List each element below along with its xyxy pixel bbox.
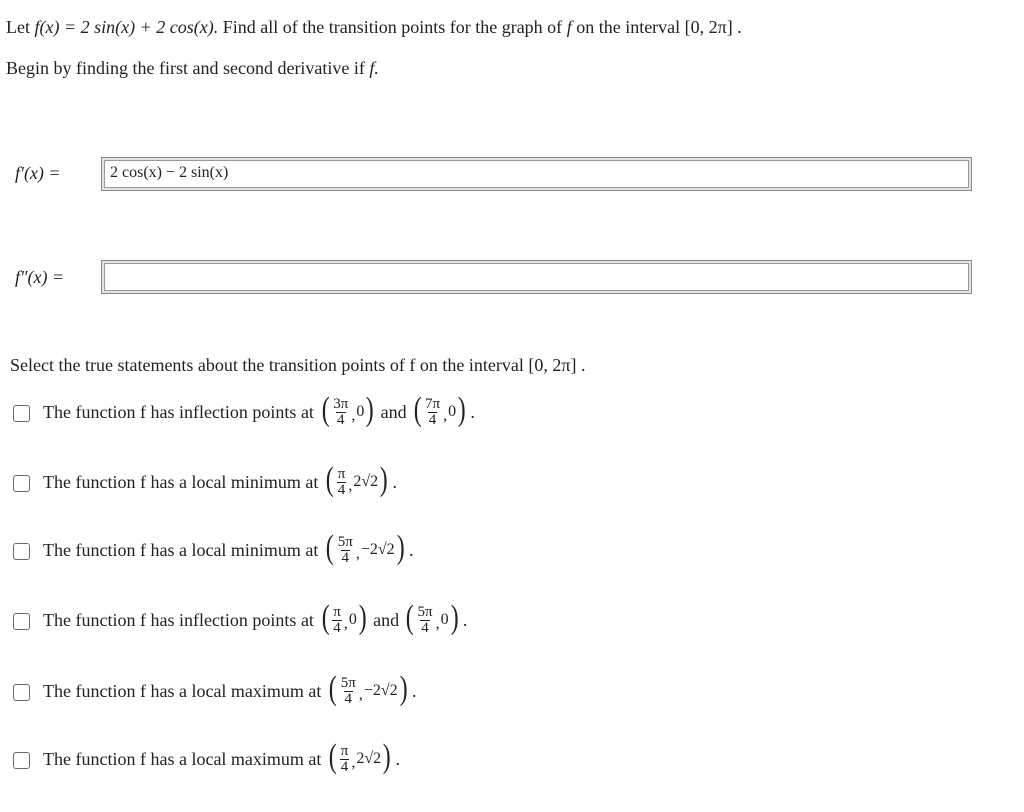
left-paren: ( — [329, 738, 338, 775]
fraction-denominator: 4 — [344, 690, 353, 707]
left-paren: ( — [321, 391, 330, 428]
x-fraction — [332, 605, 342, 636]
y-coordinate: −2√2 — [363, 682, 398, 699]
x-fraction — [417, 605, 434, 636]
option-checkbox[interactable] — [13, 475, 30, 492]
right-paren: ) — [379, 461, 388, 498]
y-coordinate: 2√2 — [356, 750, 382, 767]
fraction-denominator: 4 — [333, 619, 341, 636]
comma: , — [355, 545, 360, 562]
option-checkbox[interactable] — [13, 752, 30, 769]
coordinate-point — [327, 738, 392, 776]
first-derivative-label: f′(x) = — [15, 163, 61, 183]
function-symbol: f — [566, 17, 572, 37]
option-statement — [43, 670, 417, 708]
comma: , — [358, 686, 363, 703]
question-text — [6, 17, 742, 38]
option-text: The function f has inflection points at — [43, 609, 314, 630]
fraction-denominator: 4 — [337, 481, 346, 498]
select-prompt: Select the true statements about the transition points of f on the interval [0, 2π] . — [10, 355, 586, 375]
fraction-numerator: π — [340, 742, 349, 759]
question-suffix: on the interval [0, 2π] . — [576, 17, 742, 37]
period: . — [395, 748, 400, 769]
option-statement — [43, 391, 475, 429]
option-text: The function f has a local minimum at — [43, 471, 319, 492]
instruction-text — [6, 58, 379, 79]
period: . — [408, 539, 414, 560]
instruction-body: Begin by finding the first and second derivative if — [6, 58, 365, 78]
coordinate-point — [327, 670, 409, 708]
coordinate-point — [320, 599, 368, 637]
period: . — [392, 471, 397, 492]
x-fraction — [332, 397, 349, 428]
right-paren: ) — [358, 599, 367, 636]
fraction-numerator: 5π — [417, 603, 433, 620]
fraction-denominator: 4 — [428, 411, 437, 428]
coordinate-point — [404, 599, 460, 637]
comma: , — [351, 407, 356, 424]
fraction-denominator: 4 — [421, 619, 429, 636]
x-fraction — [337, 535, 354, 566]
option-statement — [43, 461, 397, 499]
left-paren: ( — [321, 599, 330, 636]
question-prefix: Let — [6, 17, 30, 37]
right-paren: ) — [450, 599, 459, 636]
coordinate-point — [320, 391, 376, 429]
y-coordinate: 0 — [448, 403, 457, 420]
period: . — [411, 680, 417, 701]
fraction-numerator: π — [337, 465, 346, 482]
left-paren: ( — [413, 391, 422, 428]
fraction-numerator: 5π — [340, 674, 356, 691]
x-fraction — [340, 744, 350, 775]
left-paren: ( — [326, 461, 335, 498]
y-coordinate: 0 — [356, 403, 365, 420]
fraction-numerator: 3π — [333, 395, 349, 412]
option-statement — [43, 599, 468, 637]
and-conjunction: and — [380, 401, 407, 422]
x-fraction — [337, 467, 347, 498]
right-paren: ) — [457, 391, 466, 428]
coordinate-point — [412, 391, 468, 429]
option-checkbox[interactable] — [13, 405, 30, 422]
fraction-numerator: π — [333, 603, 341, 620]
left-paren: ( — [326, 529, 335, 566]
option-statement — [43, 738, 400, 776]
left-paren: ( — [329, 670, 338, 707]
second-derivative-label: f″(x) = — [15, 267, 65, 287]
function-definition: f(x) = 2 sin(x) + 2 cos(x). — [34, 17, 219, 37]
fraction-denominator: 4 — [337, 411, 345, 428]
x-fraction — [424, 397, 441, 428]
x-fraction — [340, 676, 357, 707]
y-coordinate: 0 — [440, 611, 449, 628]
option-text: The function f has a local maximum at — [43, 748, 322, 769]
coordinate-point — [324, 529, 406, 567]
and-conjunction: and — [373, 609, 400, 630]
right-paren: ) — [396, 529, 405, 566]
y-coordinate: 2√2 — [353, 473, 379, 490]
option-checkbox[interactable] — [13, 684, 30, 701]
left-paren: ( — [405, 599, 414, 636]
comma: , — [348, 477, 353, 494]
comma: , — [343, 615, 348, 632]
first-derivative-input[interactable]: 2 cos(x) − 2 sin(x) — [101, 157, 972, 191]
y-coordinate: 0 — [348, 611, 357, 628]
second-derivative-input[interactable] — [101, 260, 972, 294]
fraction-denominator: 4 — [340, 758, 349, 775]
comma: , — [435, 615, 440, 632]
right-paren: ) — [366, 391, 374, 428]
instruction-function: f. — [369, 58, 379, 78]
period: . — [462, 609, 468, 630]
option-statement — [43, 529, 414, 567]
option-text: The function f has a local minimum at — [43, 539, 319, 560]
comma: , — [351, 754, 356, 771]
right-paren: ) — [399, 670, 408, 707]
comma: , — [443, 407, 448, 424]
option-checkbox[interactable] — [13, 543, 30, 560]
fraction-denominator: 4 — [341, 549, 350, 566]
right-paren: ) — [382, 738, 391, 775]
coordinate-point — [324, 461, 389, 499]
period: . — [470, 401, 475, 422]
fraction-numerator: 7π — [425, 395, 441, 412]
y-coordinate: −2√2 — [360, 541, 395, 558]
option-text: The function f has a local maximum at — [43, 680, 322, 701]
fraction-numerator: 5π — [337, 533, 353, 550]
option-checkbox[interactable] — [13, 613, 30, 630]
option-text: The function f has inflection points at — [43, 401, 314, 422]
question-middle: Find all of the transition points for the graph of — [222, 17, 563, 37]
